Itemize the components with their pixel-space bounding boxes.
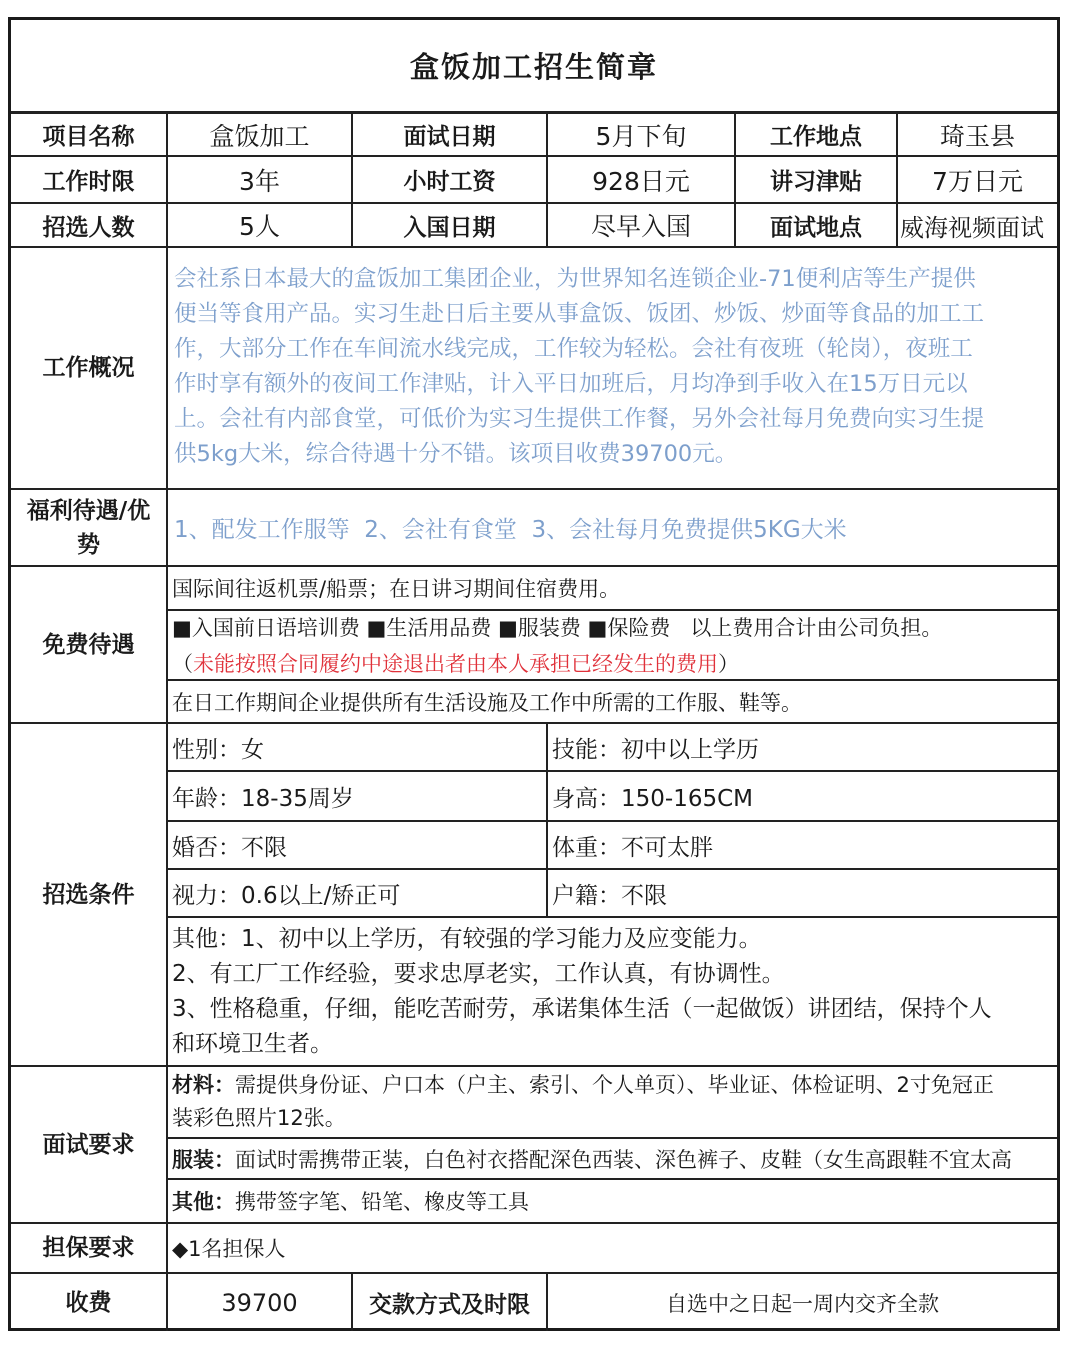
overview-line: 便当等食用产品。实习生赴日后主要从事盒饭、饭团、炒饭、炒面等食品的加工工 — [174, 301, 985, 327]
training-allowance-value: 7万日元 — [898, 157, 1057, 204]
condition-hukou: 户籍：不限 — [548, 870, 1057, 918]
interview-place-label: 面试地点 — [736, 204, 898, 248]
payment-method-label: 交款方式及时限 — [353, 1274, 548, 1331]
condition-age: 年龄：18-35周岁 — [168, 772, 548, 822]
condition-vision: 视力：0.6以上/矫正可 — [168, 870, 548, 918]
work-term-value: 3年 — [168, 157, 353, 204]
condition-marital: 婚否：不限 — [168, 822, 548, 870]
hourly-wage-label: 小时工资 — [353, 157, 548, 204]
condition-height: 身高：150-165CM — [548, 772, 1057, 822]
condition-other-line: 其他：1、初中以上学历，有较强的学习能力及应变能力。 — [172, 925, 762, 952]
interview-other-label: 其他： — [172, 1190, 235, 1214]
project-name-label: 项目名称 — [11, 114, 168, 157]
free-note-close: ） — [718, 652, 739, 676]
interview-materials-line1 — [172, 1069, 994, 1102]
interview-label: 面试要求 — [11, 1067, 168, 1224]
fee-value: 39700 — [168, 1274, 353, 1331]
interview-date-value: 5月下旬 — [548, 114, 736, 157]
work-location-value: 琦玉县 — [898, 114, 1057, 157]
condition-gender: 性别：女 — [168, 724, 548, 772]
condition-other — [168, 918, 1057, 1067]
overview-line: 作时享有额外的夜间工作津贴，计入平日加班后，月均净到手收入在15万日元以 — [174, 371, 968, 397]
fee-label: 收费 — [11, 1274, 168, 1331]
free-covered-costs: ■入国前日语培训费 ■生活用品费 ■服装费 ■保险费 以上费用合计由公司负担。 — [172, 616, 943, 640]
interview-materials-line2: 装彩色照片12张。 — [172, 1106, 346, 1130]
interview-attire-text: 面试时需携带正装，白色衬衣搭配深色西装、深色裤子、皮鞋（女生高跟鞋不宜太高 — [235, 1147, 1012, 1172]
overview-label: 工作概况 — [11, 248, 168, 490]
overview-line: 供5kg大米，综合待遇十分不错。该项目收费39700元。 — [174, 441, 738, 467]
benefits-label — [11, 490, 168, 567]
free-note-warning: 未能按照合同履约中途退出者由本人承担已经发生的费用 — [193, 652, 718, 676]
hourly-wage-value: 928日元 — [548, 157, 736, 204]
free-line-2 — [168, 611, 1057, 681]
free-line-1: 国际间往返机票/船票；在日讲习期间住宿费用。 — [168, 567, 1057, 611]
entry-date-label: 入国日期 — [353, 204, 548, 248]
interview-date-label: 面试日期 — [353, 114, 548, 157]
page-title: 盒饭加工招生简章 — [11, 20, 1057, 114]
condition-other-line: 3、性格稳重，仔细，能吃苦耐劳，承诺集体生活（一起做饭）讲团结，保持个人 — [172, 995, 992, 1022]
free-line-4: 在日工作期间企业提供所有生活设施及工作中所需的工作服、鞋等。 — [168, 681, 1057, 724]
benefits-label-line2: 势 — [77, 531, 100, 558]
headcount-value: 5人 — [168, 204, 353, 248]
interview-place-value: 威海视频面试 — [898, 204, 1057, 248]
interview-other — [168, 1180, 1057, 1224]
overview-text — [168, 248, 1057, 490]
payment-method-value: 自选中之日起一周内交齐全款 — [666, 1291, 939, 1316]
free-note-open: （ — [172, 652, 193, 676]
interview-materials-label: 材料： — [172, 1073, 235, 1097]
overview-line: 作，大部分工作在车间流水线完成，工作较为轻松。会社有夜班（轮岗），夜班工 — [174, 336, 973, 362]
overview-line: 上。会社有内部食堂，可低价为实习生提供工作餐，另外会社每月免费向实习生提 — [174, 406, 985, 432]
condition-other-line: 和环境卫生者。 — [172, 1030, 333, 1057]
work-term-label: 工作时限 — [11, 157, 168, 204]
interview-materials-text: 需提供身份证、户口本（户主、索引、个人单页）、毕业证、体检证明、2寸免冠正 — [235, 1073, 994, 1097]
condition-skill: 技能：初中以上学历 — [548, 724, 1057, 772]
guarantee-text: ◆1名担保人 — [168, 1224, 1057, 1274]
work-location-label: 工作地点 — [736, 114, 898, 157]
recruitment-table — [8, 17, 1060, 1331]
training-allowance-label: 讲习津贴 — [736, 157, 898, 204]
headcount-label: 招选人数 — [11, 204, 168, 248]
interview-other-text: 携带签字笔、铅笔、橡皮等工具 — [235, 1190, 529, 1214]
condition-weight: 体重：不可太胖 — [548, 822, 1057, 870]
free-label: 免费待遇 — [11, 567, 168, 724]
benefits-label-line1: 福利待遇/优 — [26, 497, 151, 524]
condition-other-line: 2、有工厂工作经验，要求忠厚老实，工作认真，有协调性。 — [172, 960, 785, 987]
entry-date-value: 尽早入国 — [548, 204, 736, 248]
interview-attire — [168, 1139, 1057, 1180]
project-name-value: 盒饭加工 — [168, 114, 353, 157]
interview-attire-label: 服装： — [172, 1147, 235, 1172]
free-note — [172, 648, 739, 678]
benefits-text: 1、配发工作服等 2、会社有食堂 3、会社每月免费提供5KG大米 — [168, 490, 1057, 567]
guarantee-label: 担保要求 — [11, 1224, 168, 1274]
interview-materials — [168, 1067, 1057, 1139]
overview-line: 会社系日本最大的盒饭加工集团企业，为世界知名连锁企业-71便利店等生产提供 — [174, 266, 976, 292]
conditions-label: 招选条件 — [11, 724, 168, 1067]
